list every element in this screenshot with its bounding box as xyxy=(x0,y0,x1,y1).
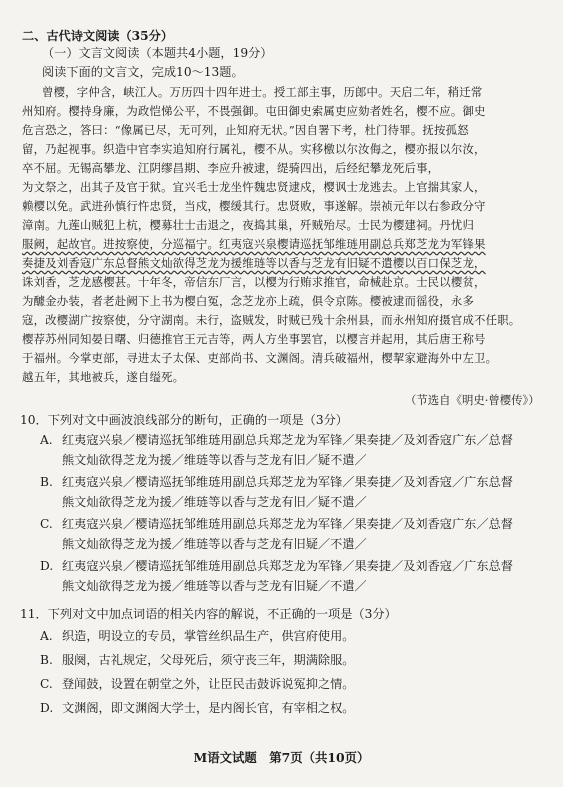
q10-option-a-text2: 熊文灿欲得芝龙为援／维琏等以香与芝龙有旧／疑不遣／ xyxy=(62,453,367,467)
q10-option-b-text2: 熊文灿欲得芝龙为援／维琏等以香与芝龙有旧／疑不遣／ xyxy=(62,495,367,509)
q11-option-d-label: D. xyxy=(40,701,54,715)
q10-stem: 10．下列对文中画波浪线部分的断句，正确的一项是（3分） xyxy=(20,413,348,427)
passage-line: 留，乃起视事。织造中官李实追知府行属礼，樱不从。实移檄以尔汝侮之，樱亦报以尔汝， xyxy=(22,142,486,156)
passage-line: 越五年，其地被兵，遂自缢死。 xyxy=(22,370,185,384)
passage-line: 寇，改樱湖广按察使，分守湖南。未行，盗贼发，时贼已残十余州县，而永州知府摄官成不任职。 xyxy=(22,313,521,327)
q10-option-c-text: 红夷寇兴泉／樱请巡抚邹维琏用副总兵郑芝龙为军锋／果奏捷／及刘香寇广东／总督 xyxy=(62,517,513,531)
passage-line: 为醵金办装，者老赴阙下上书为樱白冤，念芝龙亦上疏，俱令京陈。樱被逮而徭役，永多 xyxy=(22,294,475,308)
passage-line: 樱荐苏州同知晏日曙、归德推官王元吉等，两人方坐事罢官，以樱言并起用，其后唐王称号 xyxy=(22,332,486,346)
q10-option-b-label: B. xyxy=(40,475,53,489)
passage-line: 赖樱以免。武进孙慎行忤忠贤，当戍，樱缓其行。忠贤败，事遂解。崇祯元年以右参政分守 xyxy=(22,199,486,213)
q10-option-c-label: C. xyxy=(40,517,53,531)
q11-option-c-label: C. xyxy=(40,677,53,691)
passage-line-wavy: 服阙，起故官。进按察使，分巡福宁。红夷寇兴泉樱请巡抚邹维琏用副总兵郑芝龙为军锋果 xyxy=(22,237,486,251)
passage-line: 曾樱，字仲含，峡江人。万历四十四年进士。授工部主事，历郎中。天启二年，稍迁常 xyxy=(42,85,483,99)
passage-line: 危言恐之，答曰：“像属已尽，无可列，止知府无状。”因自署下考，杜门待罪。抚按孤怒 xyxy=(22,123,469,137)
q10-option-a-text: 红夷寇兴泉／樱请巡抚邹维琏用副总兵郑芝龙为军锋／果奏捷／及刘香寇广东／总督 xyxy=(62,433,513,447)
q10-option-c-text2: 熊文灿欲得芝龙为援／维琏等以香与芝龙有旧疑／不遣／ xyxy=(62,537,367,551)
passage-line: 卒不屈。无锡高攀龙、江阴缪昌期、李应升被逮，缇骑四出，后经纪攀龙死后事， xyxy=(22,161,440,175)
q11-option-a-label: A. xyxy=(40,629,53,643)
q10-option-b-text: 红夷寇兴泉／樱请巡抚邹维琏用副总兵郑芝龙为军锋／果奏捷／及刘香寇／广东总督 xyxy=(62,475,513,489)
page-footer: M语文试题 第7页（共10页） xyxy=(193,750,370,765)
q11-option-d-text: 文渊阁，即文渊阁大学士，是内阁长官，有宰相之权。 xyxy=(62,701,355,715)
q11-option-b-label: B. xyxy=(40,653,53,667)
q10-option-a-label: A. xyxy=(40,433,53,447)
passage-line: 漳南。九莲山贼犯上杭，樱募壮士击退之，夜捣其巢，歼贼殆尽。士民为樱建祠。丹忧归 xyxy=(22,218,475,232)
passage-line: 诛刘香，芝龙感樱甚。十年冬，帝信东厂言，以樱为行贿求推官，命械赴京。士民以樱贫， xyxy=(22,275,486,289)
q11-stem: 11．下列对文中加点词语的相关内容的解说，不正确的一项是（3分） xyxy=(20,607,397,621)
q10-option-d-label: D. xyxy=(40,559,54,573)
q10-option-d-text: 红夷寇兴泉／樱请巡抚邹维琏用副总兵郑芝龙为军锋／果奏捷／及刘香寇／广东总督 xyxy=(62,559,513,573)
q10-option-d-text2: 熊文灿欲得芝龙为援／维琏等以香与芝龙有旧疑／不遣／ xyxy=(62,579,367,593)
q11-option-b-text: 服阕，古礼规定，父母死后，须守丧三年，期满除服。 xyxy=(62,653,355,667)
section-title: 二、古代诗文阅读（35分） xyxy=(22,29,174,43)
passage-source: （节选自《明史·曾樱传》） xyxy=(405,393,540,407)
passage-line-wavy: 奏捷及刘香寇广东总督熊文灿欲得芝龙为援维琏等以香与芝龙有旧疑不遣樱以百口保芝龙， xyxy=(22,256,486,270)
passage-line: 州知府。樱持身廉，为政恺悌公平，不畏强御。屯田御史索属吏应劾者姓名，樱不应。御史 xyxy=(22,104,486,118)
instruction: 阅读下面的文言文，完成10～13题。 xyxy=(42,65,244,79)
passage-line: 于福州。今掌吏部，寻进太子太保、吏部尚书、文渊阁。清兵破福州，樱挈家避海外中左卫。 xyxy=(22,351,498,365)
q11-option-a-text: 织造，明设立的专员，掌管丝织品生产，供宫府使用。 xyxy=(62,629,355,643)
subsection-title: （一）文言文阅读（本题共4小题，19分） xyxy=(42,46,273,60)
q11-option-c-text: 登闻鼓，设置在朝堂之外，让臣民击鼓诉说冤抑之情。 xyxy=(62,677,355,691)
passage-line: 为文祭之，出其子及官于狱。宜兴毛士龙坐忤魏忠贤逮戍，樱讽士龙逃去。上官揣其家人， xyxy=(22,180,486,194)
